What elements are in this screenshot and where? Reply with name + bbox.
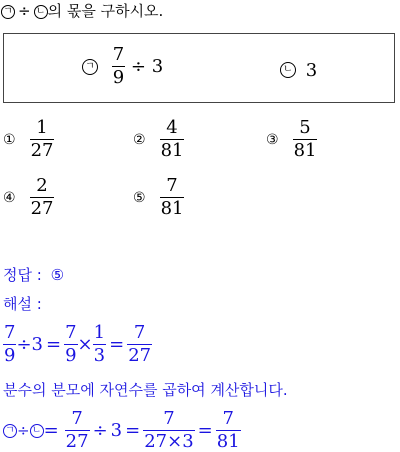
symbol-nieun: ㄴ: [30, 424, 44, 438]
explanation-label: 해설 :: [3, 295, 42, 313]
fraction: $\frac{7}{9}$: [65, 322, 77, 366]
choice-number: ①: [3, 131, 16, 148]
fraction: $\frac{1}{27}$: [30, 117, 54, 161]
divide-sign: ÷: [130, 56, 147, 77]
expr-b: [280, 59, 317, 81]
choice-number: ②: [133, 131, 146, 148]
equals-sign: =: [46, 334, 62, 355]
given-box: [3, 33, 395, 103]
explanation-equation-1: $\frac{7}{9}$ ÷3 = $\frac{7}{9}$ × $\frac{1}{3}$ = $\frac{7}{27}$: [4, 322, 152, 366]
answer-value: ⑤: [50, 266, 65, 284]
equals-sign: =: [197, 420, 213, 441]
question-text: 의 몫을 구하시오.: [47, 2, 164, 20]
choice-5[interactable]: [133, 177, 184, 218]
divide-sign: ÷: [18, 2, 31, 20]
choice-2[interactable]: [133, 119, 184, 160]
fraction: $\frac{7}{81}$: [160, 175, 184, 219]
choice-number: ③: [266, 131, 279, 148]
equals-sign: =: [125, 420, 141, 441]
symbol-giyeok: ㄱ: [3, 424, 17, 438]
expr-a: [82, 46, 163, 87]
divide-sign: ÷: [92, 420, 108, 441]
divide-sign: ÷: [17, 421, 30, 440]
divide-sign: ÷: [16, 334, 32, 355]
fraction: $\frac{7}{27}$: [128, 322, 152, 366]
symbol-giyeok: ㄱ: [82, 59, 98, 75]
choice-1[interactable]: [3, 119, 54, 160]
fraction: $\frac{7}{81}$: [216, 408, 240, 452]
fraction: $\frac{5}{81}$: [293, 117, 317, 161]
symbol-giyeok: ㄱ: [1, 5, 15, 19]
question-line: [1, 0, 163, 22]
fraction: $\frac{4}{81}$: [160, 117, 184, 161]
choice-3[interactable]: [266, 119, 317, 160]
answer-line: [3, 264, 64, 285]
choice-number: ④: [3, 189, 16, 206]
fraction: $\frac{1}{3}$: [93, 322, 106, 366]
choice-number: ⑤: [133, 189, 146, 206]
equals-sign: =: [43, 420, 59, 441]
fraction: $\frac{7}{27}$: [65, 408, 89, 452]
fraction: $\frac{7}{9}$: [4, 322, 16, 366]
explanation-equation-2: ㄱ ÷ ㄴ = $\frac{7}{27}$ ÷ 3 = $\frac{7}{27\times 3}$ = $\frac{7}{81}$: [3, 410, 241, 451]
fraction: $\frac{7}{27\times 3}$: [144, 408, 194, 452]
answer-label: 정답 :: [3, 266, 42, 284]
explanation-sentence: 분수의 분모에 자연수를 곱하여 계산합니다.: [3, 381, 288, 399]
fraction: $\frac{2}{27}$: [30, 175, 54, 219]
times-sign: ×: [77, 334, 93, 355]
value: 3: [305, 59, 318, 81]
symbol-nieun: ㄴ: [280, 62, 296, 78]
fraction: $\frac{7}{9}$: [112, 44, 125, 88]
symbol-nieun: ㄴ: [34, 5, 48, 19]
value: 3: [151, 56, 164, 77]
equals-sign: =: [109, 334, 125, 355]
choice-4[interactable]: [3, 177, 54, 218]
